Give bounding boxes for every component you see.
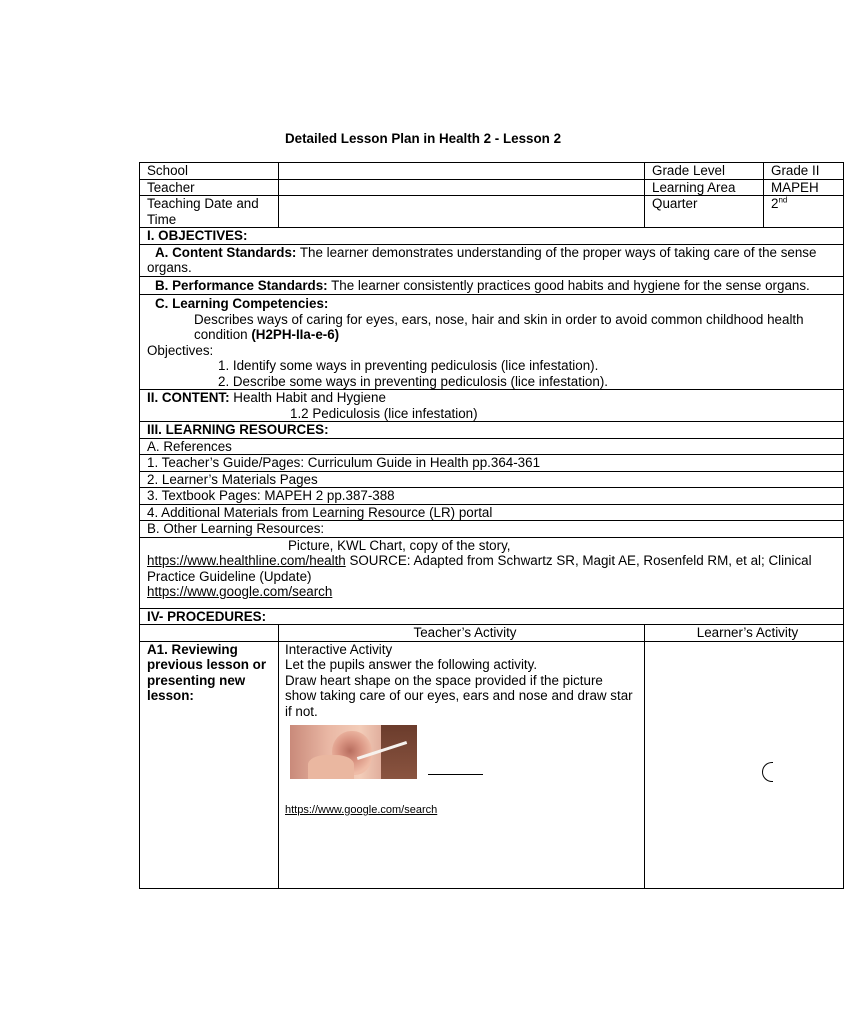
learning-competencies: [140, 295, 844, 390]
other-resources-line: Picture, KWL Chart, copy of the story,: [288, 537, 511, 553]
date-row: [140, 196, 844, 228]
content-standards-text: The learner demonstrates understanding of the proper ways of taking care of the sense organs.: [147, 244, 817, 275]
school-row: [140, 163, 844, 180]
objective-item: 2. Describe some ways in preventing pediculosis (lice infestation).: [218, 373, 608, 389]
reference-item: 2. Learner’s Materials Pages: [140, 471, 844, 488]
google-search-link[interactable]: https://www.google.com/search: [147, 584, 333, 599]
learner-activity-header: Learner’s Activity: [645, 625, 844, 642]
other-resources: [140, 537, 844, 608]
date-value: [279, 196, 645, 228]
a1-teacher-line: Interactive Activity: [285, 641, 393, 657]
performance-standards: [140, 276, 844, 295]
content-standards: [140, 244, 844, 276]
learning-competencies-text: [147, 312, 843, 343]
ear-cleaning-picture: [290, 725, 417, 779]
content-section: [140, 390, 844, 422]
objectives-label: Objectives:: [147, 342, 214, 358]
date-label: Teaching Date and Time: [140, 196, 279, 228]
reference-item: 4. Additional Materials from Learning Resource (LR) portal: [140, 504, 844, 521]
healthline-link[interactable]: https://www.healthline.com/health: [147, 553, 346, 568]
quarter-value: [764, 196, 844, 228]
other-resources-source: SOURCE: Adapted from Schwartz SR, Magit AE, Rosenfeld RM, et al; Clinical Practice Guideline (Update): [147, 553, 812, 584]
school-value: [279, 163, 645, 180]
other-resources-label: B. Other Learning Resources:: [140, 521, 844, 538]
reference-item: 1. Teacher’s Guide/Pages: Curriculum Guide in Health pp.364-361: [140, 455, 844, 472]
a1-stage-label: A1. Reviewing previous lesson or presenting new lesson:: [140, 641, 279, 888]
learning-area-value: MAPEH: [764, 179, 844, 196]
a1-teacher-activity: [279, 641, 645, 888]
performance-standards-text: The learner consistently practices good habits and hygiene for the sense organs.: [327, 277, 810, 293]
a1-teacher-line: Draw heart shape on the space provided if the picture show taking care of our eyes, ears and nose and draw star if not.: [285, 672, 633, 719]
procedures-stage-header: [140, 625, 279, 642]
school-label: School: [140, 163, 279, 180]
learning-competencies-label: C. Learning Competencies:: [155, 296, 329, 311]
teacher-row: [140, 179, 844, 196]
content-subtopic: 1.2 Pediculosis (lice infestation): [290, 405, 478, 421]
quarter-label: Quarter: [645, 196, 764, 228]
competencies-code: (H2PH-IIa-e-6): [251, 327, 340, 342]
learning-area-label: Learning Area: [645, 179, 764, 196]
content-label: II. CONTENT:: [147, 390, 230, 405]
a1-learner-activity: [645, 641, 844, 888]
quarter-suffix: nd: [778, 195, 788, 205]
competencies-description: Describes ways of caring for eyes, ears, nose, hair and skin in order to avoid common childhood health condition: [194, 311, 804, 342]
objective-item: 1. Identify some ways in preventing pediculosis (lice infestation).: [218, 358, 599, 373]
grade-level-value: Grade II: [764, 163, 844, 180]
resources-heading: III. LEARNING RESOURCES:: [140, 422, 844, 439]
hand-shape: [308, 755, 354, 779]
procedures-heading: IV- PROCEDURES:: [140, 608, 844, 625]
document-title: Detailed Lesson Plan in Health 2 - Lesson 2: [284, 131, 562, 146]
teacher-value: [279, 179, 645, 196]
teacher-activity-header: Teacher’s Activity: [279, 625, 645, 642]
content-standards-label: A. Content Standards:: [155, 244, 297, 260]
answer-blank-line[interactable]: [428, 774, 483, 775]
content-text: Health Habit and Hygiene: [229, 390, 386, 405]
lesson-plan-table: [139, 162, 844, 889]
grade-level-label: Grade Level: [645, 163, 764, 180]
reference-item: 3. Textbook Pages: MAPEH 2 pp.387-388: [140, 488, 844, 505]
performance-standards-label: B. Performance Standards:: [155, 277, 328, 293]
teacher-label: Teacher: [140, 179, 279, 196]
references-label: A. References: [140, 438, 844, 455]
a1-teacher-line: Let the pupils answer the following activity.: [285, 657, 538, 672]
objectives-heading: I. OBJECTIVES:: [140, 228, 844, 245]
quarter-number: 2: [771, 196, 779, 211]
google-search-link[interactable]: https://www.google.com/search: [285, 804, 438, 816]
hair-shape: [381, 725, 417, 779]
